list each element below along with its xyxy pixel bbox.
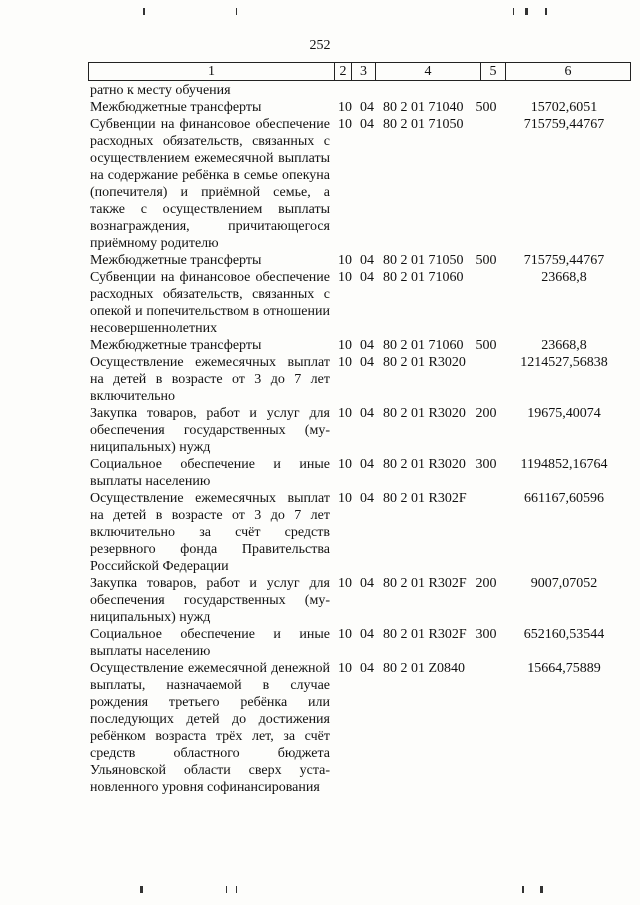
amount: 15702,6051	[530, 100, 598, 115]
subsection-code: 04	[360, 406, 374, 421]
row-name: Социальное обеспечение и иные выплаты населению	[90, 627, 330, 659]
subsection-code: 04	[360, 576, 374, 591]
table-row	[0, 660, 640, 796]
header-col-3: 3	[352, 63, 376, 80]
row-name: ратно к месту обучения	[90, 83, 231, 98]
scan-mark	[513, 8, 514, 15]
scan-mark	[525, 8, 528, 15]
section-code: 10	[338, 117, 352, 132]
table-row	[0, 405, 640, 456]
expense-type-code: 200	[475, 576, 497, 591]
subsection-code: 04	[360, 253, 374, 268]
section-code: 10	[338, 100, 352, 115]
scan-mark	[236, 8, 237, 15]
target-article-code: 80 2 01 R3020	[383, 457, 466, 472]
table-row	[0, 99, 640, 116]
section-code: 10	[338, 627, 352, 642]
section-code: 10	[338, 338, 352, 353]
table-row	[0, 456, 640, 490]
scan-mark	[540, 886, 543, 893]
scan-artifacts-top	[0, 6, 640, 18]
amount: 652160,53544	[523, 627, 605, 642]
target-article-code: 80 2 01 R302F	[383, 627, 467, 642]
subsection-code: 04	[360, 117, 374, 132]
scan-mark	[545, 8, 547, 15]
row-name: Закупка товаров, работ и услуг для обеспечения государственных (муниципальных) нужд	[90, 406, 330, 455]
subsection-code: 04	[360, 661, 374, 676]
row-name: Межбюджетные трансферты	[90, 338, 262, 353]
target-article-code: 80 2 01 Z0840	[383, 661, 466, 676]
table-row	[0, 116, 640, 252]
amount: 19675,40074	[527, 406, 601, 421]
subsection-code: 04	[360, 491, 374, 506]
expense-type-code: 200	[475, 406, 497, 421]
table-body	[0, 82, 640, 796]
target-article-code: 80 2 01 71060	[383, 270, 464, 285]
table-row	[0, 626, 640, 660]
target-article-code: 80 2 01 R302F	[383, 576, 467, 591]
table-row	[0, 354, 640, 405]
page-number: 252	[309, 38, 331, 53]
expense-type-code: 500	[475, 338, 497, 353]
table-header	[88, 62, 631, 81]
row-name: Субвенции на финансовое обеспечение расходных обязательств, связанных с опекой и попечительством в отношении несовершеннолетних	[90, 270, 330, 336]
amount: 1214527,56838	[520, 355, 608, 370]
expense-type-code: 300	[475, 627, 497, 642]
amount: 9007,07052	[530, 576, 598, 591]
target-article-code: 80 2 01 71060	[383, 338, 464, 353]
header-col-1: 1	[89, 63, 335, 80]
header-col-5: 5	[481, 63, 506, 80]
section-code: 10	[338, 406, 352, 421]
scan-mark	[140, 886, 143, 893]
section-code: 10	[338, 661, 352, 676]
expense-type-code: 300	[475, 457, 497, 472]
target-article-code: 80 2 01 71050	[383, 253, 464, 268]
row-name: Субвенции на финансовое обеспечение расходных обязательств, связанных с осуществлением ежемесячной выплаты на содержание ребёнка в семье опекуна (попечителя) и приёмной семье, а также с осуществлением выплаты вознаграждения, причитающегося приёмному родителю	[90, 117, 330, 251]
row-name: Межбюджетные трансферты	[90, 100, 262, 115]
row-name: Закупка товаров, работ и услуг для обеспечения государственных (муниципальных) нужд	[90, 576, 330, 625]
row-name: Межбюджетные трансферты	[90, 253, 262, 268]
table-row	[0, 337, 640, 354]
table-row	[0, 269, 640, 337]
amount: 15664,75889	[527, 661, 601, 676]
section-code: 10	[338, 491, 352, 506]
row-name: Осуществление ежемесячных выплат на детей в возрасте от 3 до 7 лет включительно за счёт средств резервного фонда Правительства Российской Федерации	[90, 491, 330, 574]
section-code: 10	[338, 253, 352, 268]
amount: 23668,8	[541, 270, 587, 285]
scan-artifacts-bottom	[0, 884, 640, 896]
row-name: Осуществление ежемесячной денежной выплаты, назначаемой в случае рождения третьего ребёнка или последующих детей до достижения ребёнком возраста трёх лет, за счёт средств областного бюджета Ульяновской области сверх установленного уровня софинансирования	[90, 661, 330, 795]
subsection-code: 04	[360, 100, 374, 115]
subsection-code: 04	[360, 457, 374, 472]
section-code: 10	[338, 355, 352, 370]
amount: 715759,44767	[523, 117, 605, 132]
amount: 1194852,16764	[520, 457, 608, 472]
scan-mark	[236, 886, 237, 893]
target-article-code: 80 2 01 R3020	[383, 406, 466, 421]
header-col-6: 6	[564, 64, 572, 79]
table-row	[0, 490, 640, 575]
subsection-code: 04	[360, 627, 374, 642]
section-code: 10	[338, 576, 352, 591]
table-row	[0, 252, 640, 269]
expense-type-code: 500	[475, 253, 497, 268]
target-article-code: 80 2 01 R3020	[383, 355, 466, 370]
amount: 23668,8	[541, 338, 587, 353]
scan-mark	[522, 886, 524, 893]
subsection-code: 04	[360, 270, 374, 285]
row-name: Осуществление ежемесячных выплат на детей в возрасте от 3 до 7 лет включительно	[90, 355, 330, 404]
table-row	[0, 575, 640, 626]
table-row	[0, 82, 640, 99]
row-name: Социальное обеспечение и иные выплаты населению	[90, 457, 330, 489]
scan-mark	[226, 886, 227, 893]
header-col-2: 2	[335, 63, 352, 80]
expense-type-code: 500	[475, 100, 497, 115]
section-code: 10	[338, 270, 352, 285]
amount: 661167,60596	[524, 491, 604, 506]
target-article-code: 80 2 01 R302F	[383, 491, 467, 506]
subsection-code: 04	[360, 338, 374, 353]
target-article-code: 80 2 01 71050	[383, 117, 464, 132]
header-col-4: 4	[376, 63, 481, 80]
amount: 715759,44767	[523, 253, 605, 268]
subsection-code: 04	[360, 355, 374, 370]
scan-mark	[143, 8, 145, 15]
target-article-code: 80 2 01 71040	[383, 100, 464, 115]
section-code: 10	[338, 457, 352, 472]
